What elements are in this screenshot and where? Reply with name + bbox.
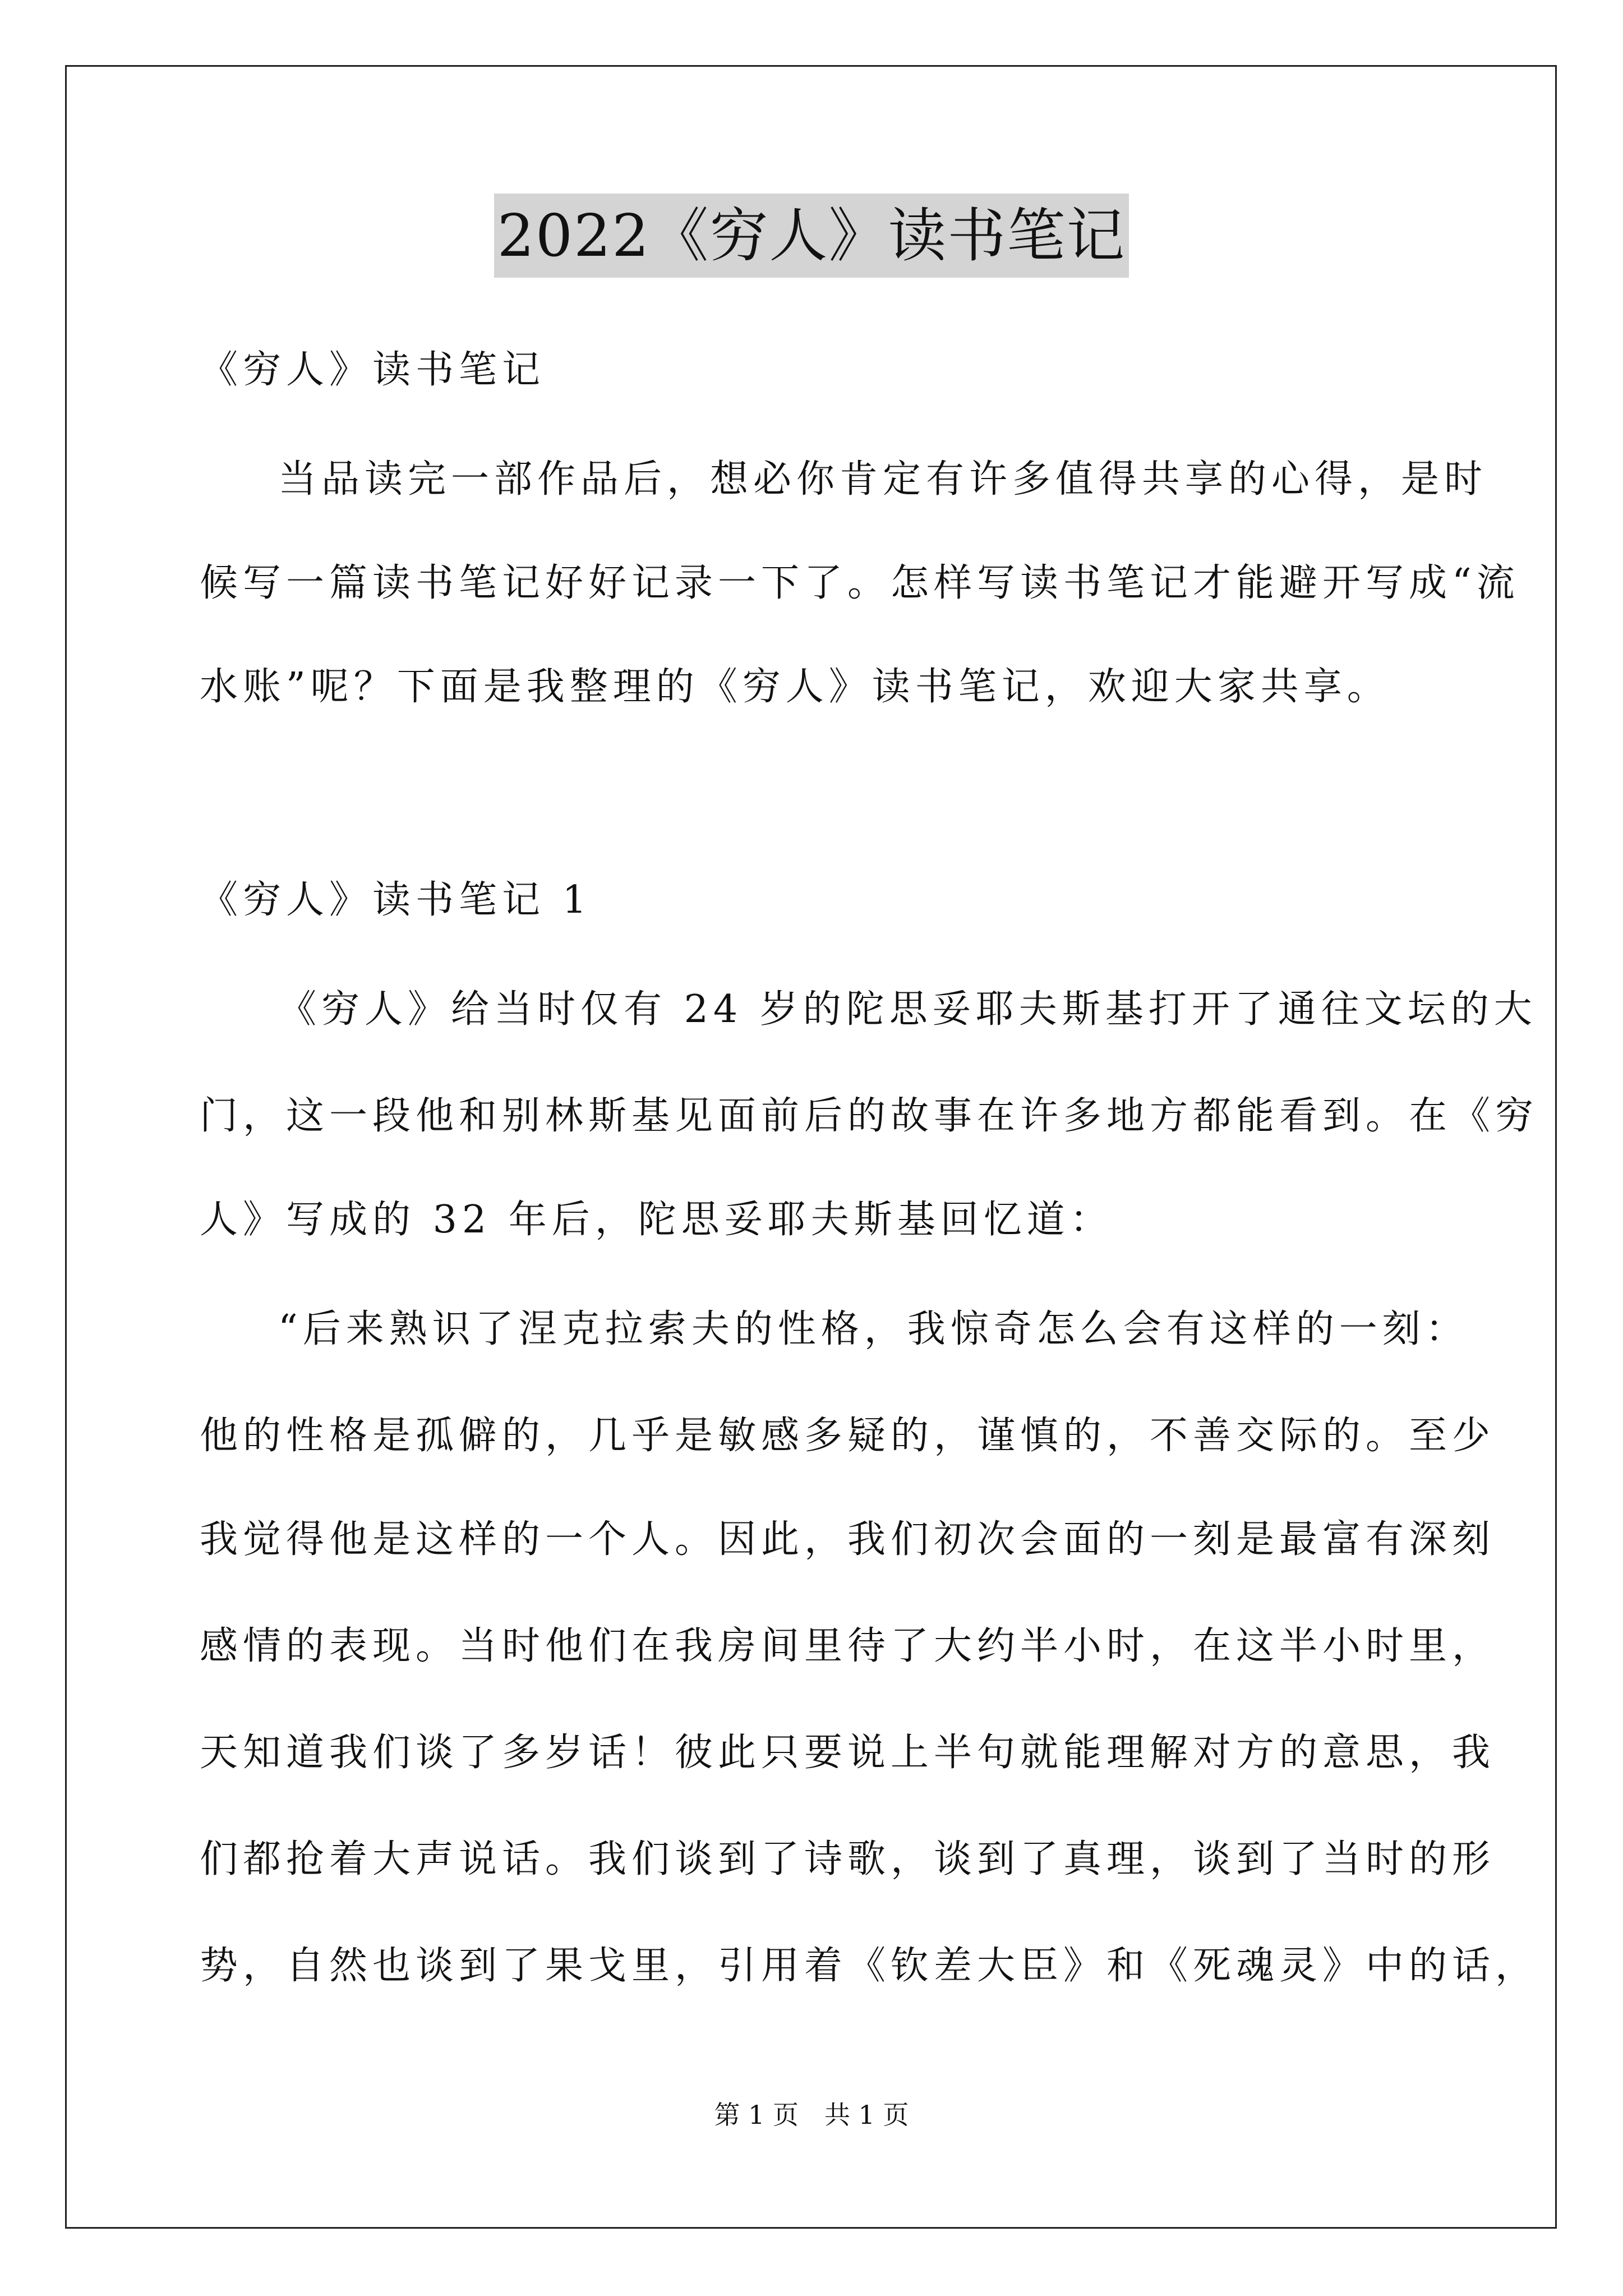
paragraph-line: 人》写成的 32 年后，陀思妥耶夫斯基回忆道： [200, 1198, 1113, 1242]
document-title: 2022《穷人》读书笔记 [494, 194, 1129, 278]
subtitle: 《穷人》读书笔记 [200, 348, 546, 392]
quote-line: 感情的表现。当时他们在我房间里待了大约半小时，在这半小时里， [200, 1624, 1496, 1668]
intro-line: 当品读完一部作品后，想必你肯定有许多值得共享的心得，是时 [278, 457, 1488, 501]
title-container [0, 194, 1623, 278]
quote-line: 们都抢着大声说话。我们谈到了诗歌，谈到了真理，谈到了当时的形 [200, 1837, 1496, 1881]
quote-line: 我觉得他是这样的一个人。因此，我们初次会面的一刻是最富有深刻 [200, 1517, 1496, 1562]
quote-line: 天知道我们谈了多岁话！彼此只要说上半句就能理解对方的意思，我 [200, 1731, 1496, 1775]
intro-line: 候写一篇读书笔记好好记录一下了。怎样写读书笔记才能避开写成“流 [200, 561, 1520, 605]
quote-line: 他的性格是孤僻的，几乎是敏感多疑的，谨慎的，不善交际的。至少 [200, 1414, 1496, 1458]
section-heading: 《穷人》读书笔记 1 [200, 878, 592, 922]
paragraph-line: 门，这一段他和别林斯基见面前后的故事在许多地方都能看到。在《穷 [200, 1094, 1539, 1138]
page-footer: 第 1 页 共 1 页 [714, 2100, 909, 2130]
paragraph-line: 《穷人》给当时仅有 24 岁的陀思妥耶夫斯基打开了通往文坛的大 [278, 987, 1537, 1032]
quote-line: 势，自然也谈到了果戈里，引用着《钦差大臣》和《死魂灵》中的话， [200, 1944, 1539, 1988]
intro-line: 水账”呢？下面是我整理的《穷人》读书笔记，欢迎大家共享。 [200, 665, 1390, 709]
quote-line: “后来熟识了涅克拉索夫的性格，我惊奇怎么会有这样的一刻： [278, 1307, 1469, 1351]
